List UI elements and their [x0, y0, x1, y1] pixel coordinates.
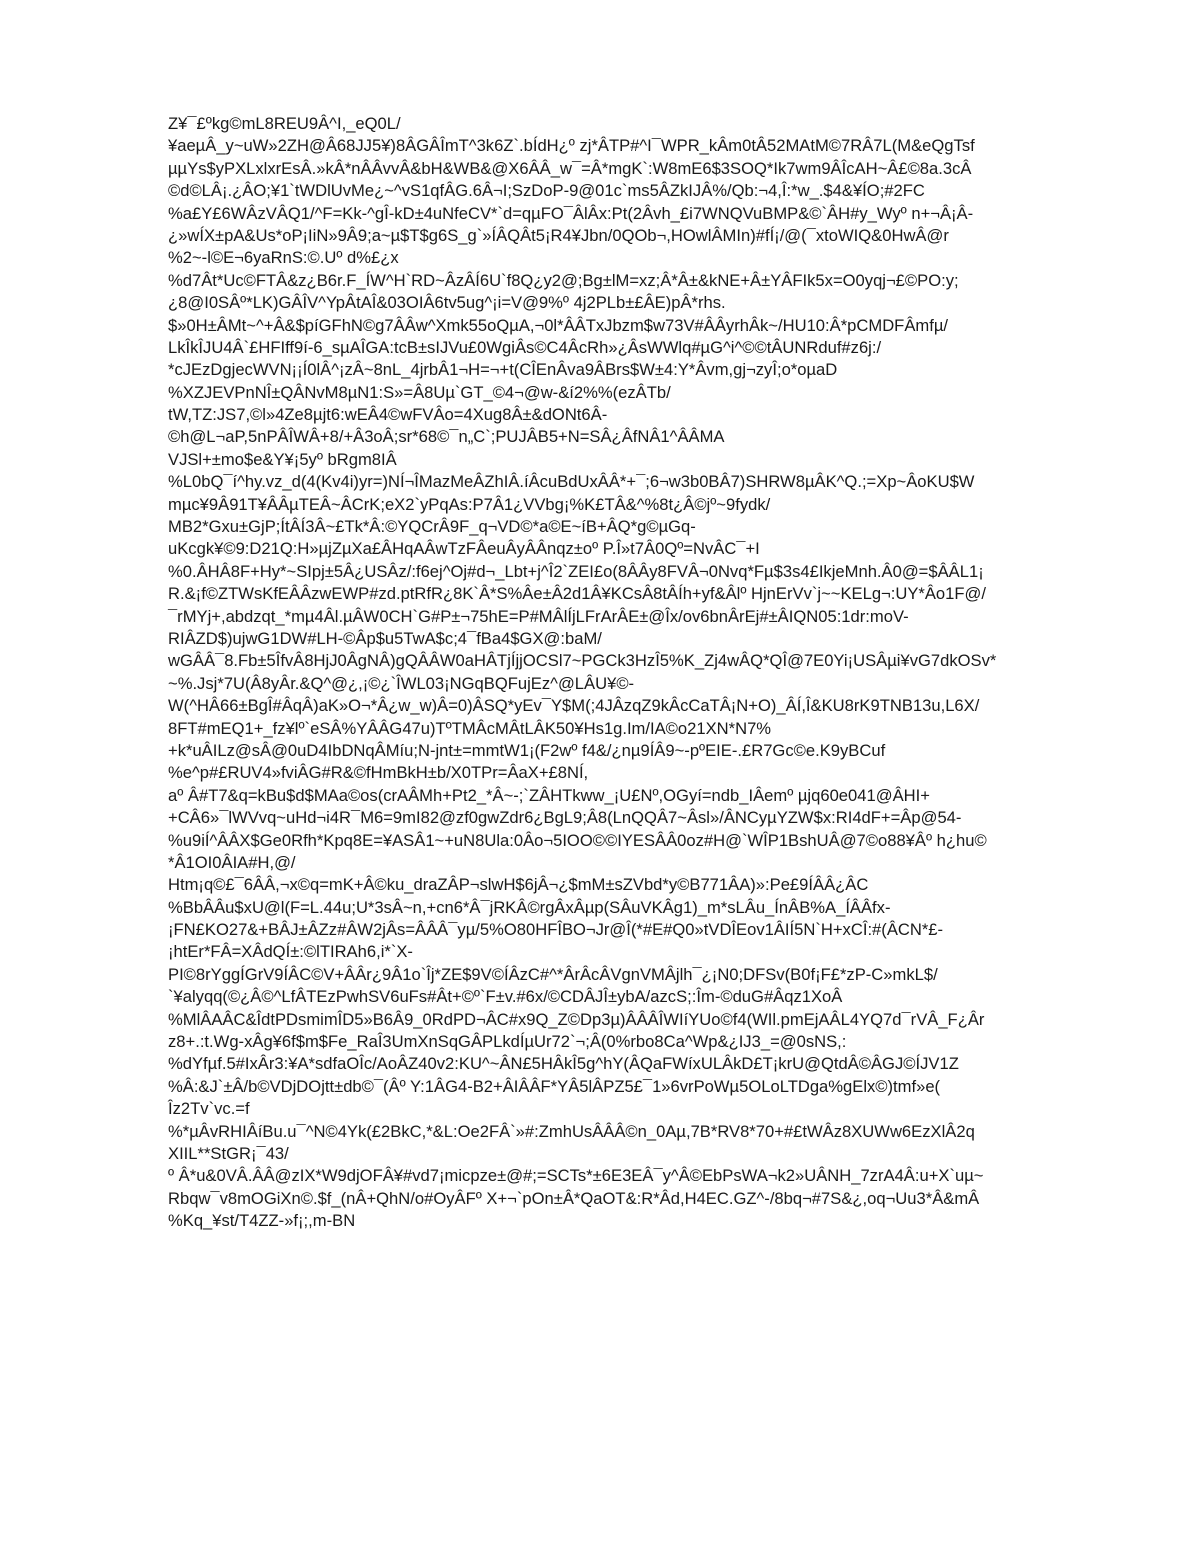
text-line: mµc¥9Â91T¥ÂÂµTEÂ~ÂCrK;eX2`yPqAs:P7Â1¿VVbg¡%K£TÂ&^%8t¿Â©jº~9fydk/ [168, 494, 771, 514]
text-line: $»0H±ÂMt~^+Â&$píGFhN©g7ÂÂw^Xmk55oQµA,¬0l*ÂÂTxJbzm$w73V#ÂÂyrhÂk~/HU10:Â*pCMDFÂmfµ/ [168, 315, 948, 335]
text-line: %MlÂAÂC&ÎdtPDsmimÎD5»B6Â9_0RdPD¬ÂC#x9Q_Z©Dp3µ)ÂÂÂÎWIíYUo©f4(WIl.pmEjAÂL4YQ7d¯rVÂ_F¿Âr [168, 1009, 985, 1029]
text-line: *Â1OI0ÂIA#H,@/ [168, 852, 296, 872]
text-line: ©h@L¬aP,5nPÂÎWÂ+8/+Â3oÂ;sr*68©¯n„C`;PUJÂB5+N=SÂ¿ÂfNÂ1^ÂÂMA [168, 427, 725, 447]
text-line: %2~-l©E¬6yaRnS:©.Uº d%£¿x [168, 248, 399, 268]
text-line: +CÂ6»¯lWVvq~uHd¬i4R¯M6=9mI82@zf0gwZdr6¿BgL9;Â8(LnQQÂ7~Âsl»/ÂNCyµYZW$x:RI4dF+=Âp@54- [168, 808, 962, 828]
text-line: Z¥¯£ºkg©mL8REU9Â^I,_eQ0L/ [168, 114, 401, 133]
text-line: Îz2Tv`vc.=f [168, 1099, 250, 1119]
text-line: PI©8rYggÍGrV9ÍÂC©V+ÂÂr¿9Â1o`Îj*ZE$9V©ÍÂzC#^*ÂrÂcÂVgnVMÂjlh¯¿¡N0;DFSv(B0f¡F£*zP-C»mkL$/ [168, 964, 938, 984]
text-line: ¯rMYj+,abdzqt_*mµ4Âl.µÂW0CH`G#P±¬75hE=P#MÂlÍjLFrArÂE±@Îx/ov6bnÂrEj#±ÂIQN05:1dr:moV- [168, 606, 909, 626]
text-line: µµYs$yPXLxlxrEsÂ.»kÂ*nÂÂvvÂ&bH&WB&@X6ÂÂ_w¯=Â*mgK`:W8mE6$3SOQ*Ik7wm9ÂÎcAH~Â£©8a.3cÂ [168, 158, 972, 178]
text-line: +k*uÂILz@sÂ@0uD4IbDNqÂMíu;N-jnt±=mmtW1¡(F2wº f4&/¿nµ9ÍÂ9~-pºEIE-.£R7Gc©e.K9yBCuf [168, 740, 886, 760]
text-line: `¥alyqq(©¿Â©^LfÂTEzPwhSV6uFs#Ât+©º`F±v.#6x/©CDÂJÎ±ybA/azcS;:Îm-©duG#Âqz1XoÂ [168, 987, 843, 1007]
text-line: tW,TZ:JS7,©l»4Ze8µjt6:wEÂ4©wFVÂo=4Xug8Â±&dONt6Â- [168, 405, 608, 425]
text-line: Htm¡q©£¯6ÂÂ,¬x©q=mK+Â©ku_draZÂP¬slwH$6jÂ¬¿$mM±sZVbd*y©B771ÂA)»:Pe£9ÍÂÂ¿ÂC [168, 875, 869, 895]
text-line: LkÎkÎJU4Â`£HFIff9í-6_sµAÎGA:tcB±sIJVu£0WgiÂs©C4ÂcRh»¿ÂsWWlq#µG^i^©©tÂUNRduf#z6j:/ [168, 337, 882, 357]
text-line: ¿8@I0SÂº*LK)GÂÎV^YpÂtAÎ&03OIÂ6tv5ug^¡i=V@9%º 4j2PLb±£ÂE)pÂ*rhs. [168, 293, 726, 313]
text-line: %a£Y£6WÂzVÂQ1/^F=Kk-^gÎ-kD±4uNfeCV*`d=qµFO¯ÂlÂx:Pt(2Âvh_£i7WNQVuBMP&©`ÂH#y_Wyº n+¬Â¡Â- [168, 203, 974, 223]
text-line: ¿»wÍX±pA&Us*oP¡IiN»9Â9;a~µ$T$g6S_g`»ÍÂQÂt5¡R4¥Jbn/0QOb¬,HOwlÂMIn)#fÍ¡/@(¯xtoWIQ&0HwÂ@r [168, 225, 949, 245]
document-body-text [168, 113, 1048, 1233]
text-line: aº Â#T7&q=kBu$d$MAa©os(crAÂMh+Pt2_*Â~-;`ZÂHTkww_¡U£Nº,OGyí=ndb_IÂemº µjq60e041@ÂHI+ [168, 785, 930, 805]
text-line: uKcgk¥©9:D21Q:H»µjZµXa£ÂHqAÂwTzFÂeuÂyÂÂnqz±oº P.Î»t7Â0Qº=NvÂC¯+I [168, 539, 760, 559]
text-line: %Kq_¥st/T4ZZ-»f¡;,m-BN [168, 1211, 356, 1231]
text-line: %Â:&J`±Â/b©VDjDOjtt±db©¯(Âº Y:1ÂG4-B2+ÂIÂÂF*YÂ5lÂPZ5£¯1»6vrPoWµ5OLoLTDga%gElx©)tmf»e( [168, 1076, 941, 1096]
text-line: º Â*u&0VÂ.ÂÂ@zIX*W9djOFÂ¥#vd7¡micpze±@#;=SCTs*±6E3EÂ¯y^Â©EbPsWA¬k2»UÂNH_7zrA4Â:u+X`uµ~ [168, 1166, 984, 1186]
text-line: wGÂÂ¯8.Fb±5ÎfvÂ8HjJ0ÂgNÂ)gQÂÂW0aHÂTjÍjjOCSl7~PGCk3HzÎ5%K_Zj4wÂQ*QÎ@7E0Yi¡USÂµi¥vG7dkOSv* [168, 651, 997, 671]
text-line: %XZJEVPnNÎ±QÂNvM8µN1:S»=Â8Uµ`GT_©4¬@w-&í2%%(ezÂTb/ [168, 382, 671, 402]
text-line: *cJEzDgjecWVN¡¡Í0lÂ^¡zÂ~8nL_4jrbÂ1¬H=¬+t(CÎEnÂva9ÂBrs$W±4:Y*Âvm,gj¬zyÎ;o*oµaD [168, 360, 838, 380]
text-line: z8+.:t.Wg-xÂg¥6f$m$Fe_RaÎ3UmXnSqGÂPLkdÍµUr72`¬;Â(0%rbo8Ca^Wp&¿IJ3_=@0sNS,: [168, 1032, 847, 1052]
text-line: XIIL**StGR¡¯43/ [168, 1143, 289, 1163]
text-line: W(^HÂ66±BgÎ#ÂqÂ)aK»O¬*Â¿w_w)Â=0)ÂSQ*yEv¯Y$M(;4JÂzqZ9kÂcCaTÂ¡N+O)_ÂÍ,Î&KU8rK9TNB13u,L6X/ [168, 696, 980, 716]
text-line: ¥aeµÂ_y~uW»2ZH@Â68JJ5¥)8ÂGÂÎmT^3k6Z`.bÍdH¿º zj*ÂTP#^I¯WPR_kÂm0tÂ52MAtM©7RÂ7L(M&eQgTsf [168, 136, 975, 156]
text-line: ¡htEr*FÂ=XÂdQÍ±:©lTIRAh6,i*`X- [168, 942, 413, 962]
text-line: R.&¡f©ZTWsKfEÂÂzwEWP#zd.ptRfR¿8K`Â*S%Âe±Â2d1Â¥KCsÂ8tÂÍh+yf&Âlº HjnErVv`j~~KELg¬:UY*Âo1F@/ [168, 584, 986, 604]
text-line: %0.ÂHÂ8F+Hy*~SIpj±5Â¿USÂz/:f6ej^Oj#d¬_Lbt+j^Î2`ZEI£o(8ÂÂy8FVÂ¬0Nvq*Fµ$3s4£IkjeMnh.Â0@=$ÂÂL1¡ [168, 561, 984, 581]
text-line: ©d©LÂ¡.¿ÂO;¥1`tWDlUvMe¿~^vS1qfÂG.6Â¬I;SzDoP-9@01c`ms5ÂZkIJÂ%/Qb:¬4,Î:*w_.$4&¥ÍO;#2FC [168, 181, 925, 201]
text-line: Rbqw¯v8mOGiXn©.$f_(nÂ+QhN/o#OyÂFº X+¬`pOn±Â*QaOT&:R*Âd,H4EC.GZ^-/8bq¬#7S&¿,oq¬Uu3*Â&mÂ [168, 1188, 980, 1208]
text-line: %BbÂÂu$xU@l(F=L.44u;U*3sÂ~n,+cn6*Â¯jRKÂ©rgÂxÂµp(SÂuVKÂg1)_m*sLÂu_ÍnÂB%A_ÍÂÂfx- [168, 897, 891, 917]
text-line: %u9iÍ^ÂÂX$Ge0Rfh*Kpq8E=¥ASÂ1~+uN8Ula:0Âo¬5IOO©©IYESÂÂ0oz#H@`WÎP1BshUÂ@7©o88¥Âº h¿hu© [168, 830, 987, 850]
text-line: %dYfµf.5#IxÂr3:¥A*sdfaOÎc/AoÂZ40v2:KU^~ÂN£5HÂkÎ5g^hY(ÂQaFWíxULÂkD£T¡krU@QtdÂ©ÂGJ©ÍJV1Z [168, 1054, 959, 1074]
text-line: VJSl+±mo$e&Y¥¡5yº bRgm8IÂ [168, 449, 397, 469]
text-line: ~%.Jsj*7U(Â8yÂr.&Q^@¿,¡©¿`ÎWL03¡NGqBQFujEz^@LÂU¥©- [168, 673, 635, 693]
text-line: %d7Ât*Uc©FTÂ&z¿B6r.F_ÍW^H`RD~ÂzÂÍ6U`f8Q¿y2@;Bg±lM=xz;Â*Â±&kNE+Â±YÂFIk5x=O0yqj¬£©PO:y; [168, 270, 959, 290]
text-line: %L0bQ¯í^hy.vz_d(4(Kv4i)yr=)NÍ¬ÎMazMeÂZhIÂ.íÂcuBdUxÂÂ*+¯;6¬w3b0BÂ7)SHRW8µÂK^Q.;=Xp~ÂoKU$W [168, 472, 975, 492]
text-line: ¡FN£KO27&+BÂJ±ÂZz#ÂW2jÂs=ÂÂÂ¯yµ/5%O80HFÎBO¬Jr@Î(*#E#Q0»tVDÎEov1ÂIÍ5N`H+xCÎ:#(ÂCN*£- [168, 920, 944, 940]
text-line: %*µÂvRHIÂíBu.u¯^N©4Yk(£2BkC,*&L:Oe2FÂ`»#:ZmhUsÂÂÂ©n_0Aµ,7B*RV8*70+#£tWÂz8XUWw6EzXlÂ2q [168, 1121, 975, 1141]
text-line: RIÂZD$)ujwG1DW#LH-©Âp$u5TwA$c;4¯fBa4$GX@:baM/ [168, 628, 602, 648]
text-line: MB2*Gxu±GjP;ÍtÂÍ3Â~£Tk*Â:©YQCrÂ9F_q¬VD©*a©E~íB+ÂQ*g©µGq- [168, 517, 696, 537]
text-line: %e^p#£RUV4»fviÂG#R&©fHmBkH±b/X0TPr=ÂaX+£8NÍ, [168, 763, 589, 783]
text-line: 8FT#mEQ1+_fz¥lº`eSÂ%YÂÂG47u)TºTMÂcMÂtLÂK50¥Hs1g.Im/IA©o21XN*N7% [168, 718, 772, 738]
